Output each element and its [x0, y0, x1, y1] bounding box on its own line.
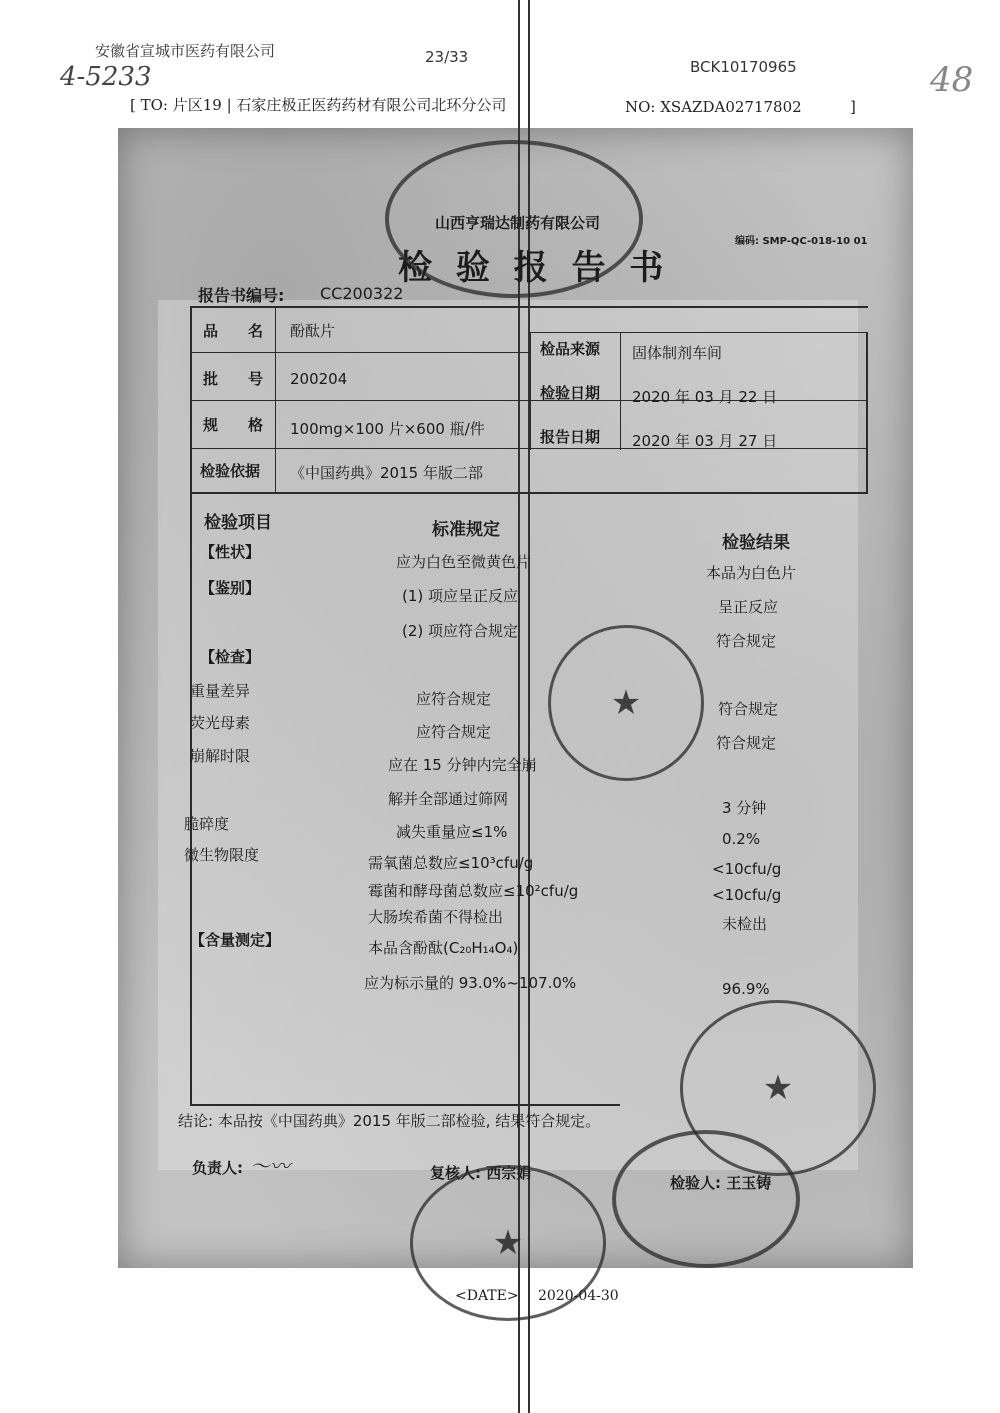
page-number: 23/33	[425, 48, 469, 66]
col-header-result: 检验结果	[722, 533, 790, 553]
item-result: <10cfu/g	[712, 860, 782, 878]
item-result: 本品为白色片	[706, 564, 797, 582]
report-number-label: 报告书编号:	[198, 286, 285, 305]
item-result: 符合规定	[718, 700, 779, 718]
value-product: 酚酞片	[290, 322, 336, 340]
label-source: 检品来源	[540, 340, 601, 358]
col-header-standard: 标准规定	[432, 520, 500, 540]
item-standard: 应符合规定	[416, 690, 492, 708]
label-product: 品 名	[203, 322, 264, 340]
inspection-seal: ★	[548, 625, 704, 781]
responsible-label: 负责人:	[192, 1159, 243, 1177]
manufacturer-seal	[385, 140, 643, 298]
value-spec: 100mg×100 片×600 瓶/件	[290, 420, 485, 438]
item-standard: 解并全部通过筛网	[388, 790, 509, 808]
table-border	[866, 332, 868, 492]
item-result: 未检出	[722, 915, 768, 933]
col-header-item: 检验项目	[204, 513, 272, 533]
company-name: 安徽省宣城市医药有限公司	[95, 42, 276, 60]
item-label: 【检查】	[200, 648, 261, 666]
buyer-seal: ★	[410, 1165, 606, 1321]
table-row-line	[190, 352, 530, 353]
report-number: CC200322	[320, 284, 404, 303]
responsible-signature: 〜〰	[250, 1154, 290, 1178]
to-line: [ TO: 片区19 | 石家庄极正医药药材有限公司北环分公司	[130, 96, 507, 114]
label-report-date: 报告日期	[540, 428, 601, 446]
item-standard: 应为标示量的 93.0%~107.0%	[364, 974, 577, 992]
item-standard: 大肠埃希菌不得检出	[368, 908, 504, 926]
item-label: 【鉴别】	[200, 579, 261, 597]
table-row-line	[190, 492, 868, 494]
value-source: 固体制剂车间	[632, 344, 723, 362]
item-standard: 减失重量应≤1%	[396, 823, 508, 841]
item-standard: 本品含酚酞(C₂₀H₁₄O₄)	[368, 939, 519, 957]
label-spec: 规 格	[203, 416, 264, 434]
item-label: 【含量测定】	[190, 931, 281, 949]
item-label: 微生物限度	[184, 846, 260, 864]
table-col-line	[530, 332, 531, 450]
footer-date: 2020-04-30	[538, 1288, 619, 1304]
document-code: BCK10170965	[690, 58, 797, 76]
inspector: 检验人: 王玉铸	[670, 1174, 772, 1192]
table-col-line	[620, 332, 621, 450]
item-standard: (1) 项应呈正反应	[402, 587, 519, 605]
table-border	[190, 1104, 620, 1106]
label-test-date: 检验日期	[540, 384, 601, 402]
value-batch: 200204	[290, 370, 348, 388]
maker-name: 山西亨瑞达制药有限公司	[435, 214, 601, 232]
value-test-date: 2020 年 03 月 22 日	[632, 388, 778, 406]
item-label: 荧光母素	[190, 714, 251, 732]
form-code: 编码: SMP-QC-018-10 01	[735, 236, 868, 247]
item-result: 96.9%	[722, 980, 770, 998]
item-result: 符合规定	[716, 734, 777, 752]
report-title: 检 验 报 告 书	[398, 248, 670, 288]
item-result: 呈正反应	[718, 598, 779, 616]
item-result: 3 分钟	[722, 799, 767, 817]
date-label: <DATE>	[455, 1288, 519, 1304]
item-standard: 霉菌和酵母菌总数应≤10²cfu/g	[368, 882, 579, 900]
item-label: 重量差异	[190, 682, 251, 700]
item-standard: 需氧菌总数应≤10³cfu/g	[368, 854, 534, 872]
table-col-line	[275, 306, 276, 492]
handwritten-number: 4-5233	[60, 62, 152, 92]
item-result: 0.2%	[722, 830, 761, 848]
item-standard: 应符合规定	[416, 723, 492, 741]
table-border	[190, 306, 868, 308]
item-standard: 应在 15 分钟内完全崩	[388, 756, 537, 774]
label-basis: 检验依据	[200, 462, 261, 480]
handwritten-page: 48	[930, 60, 974, 100]
quality-seal	[612, 1130, 800, 1268]
item-label: 脆碎度	[184, 815, 230, 833]
order-number: NO: XSAZDA02717802	[625, 98, 802, 116]
item-label: 崩解时限	[190, 747, 251, 765]
value-basis: 《中国药典》2015 年版二部	[290, 464, 483, 482]
table-border	[190, 306, 192, 1106]
item-standard: (2) 项应符合规定	[402, 622, 519, 640]
item-result: 符合规定	[716, 632, 777, 650]
close-bracket: ]	[850, 98, 856, 116]
table-row-line	[530, 332, 868, 333]
label-batch: 批 号	[203, 370, 264, 388]
item-result: <10cfu/g	[712, 886, 782, 904]
item-label: 【性状】	[200, 543, 261, 561]
value-report-date: 2020 年 03 月 27 日	[632, 432, 778, 450]
distributor-seal: ★	[680, 1000, 876, 1176]
reviewer: 复核人: 西宗娟	[430, 1164, 532, 1182]
item-standard: 应为白色至微黄色片	[396, 553, 532, 571]
conclusion-text: 结论: 本品按《中国药典》2015 年版二部检验, 结果符合规定。	[178, 1112, 601, 1130]
